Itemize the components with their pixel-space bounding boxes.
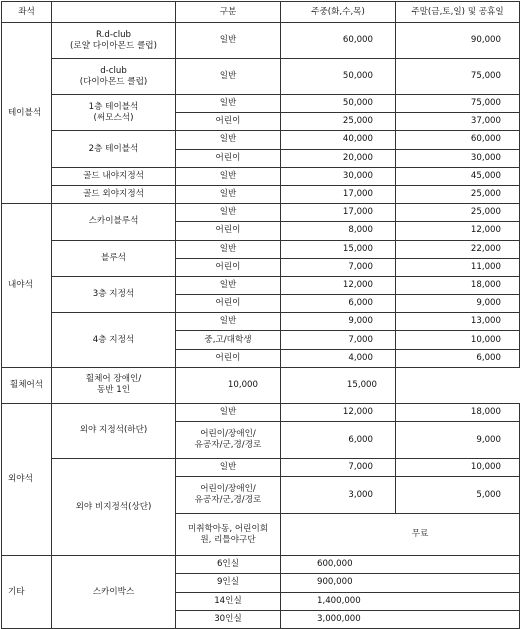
header-type: 구분 [176, 2, 281, 23]
header-weekend: 주말(금,토,일) 및 공휴일 [396, 2, 520, 23]
seat-blue: 블루석 [52, 240, 176, 276]
ticket-type: 일반 [176, 95, 281, 113]
skybox-type: 6인실 [176, 556, 281, 574]
seat-skybox: 스카이박스 [52, 556, 176, 629]
ticket-type: 일반 [176, 185, 281, 203]
skybox-price: 600,000 [281, 556, 520, 574]
table-row [2, 204, 520, 222]
ticket-type: 어린이 [176, 222, 281, 240]
ticket-type [176, 477, 281, 514]
seat-skyblue: 스카이블루석 [52, 204, 176, 240]
seat-wheelchair: 휠체어석 [2, 367, 52, 403]
weekday-price: 7,000 [281, 459, 396, 477]
weekend-price: 18,000 [396, 403, 520, 421]
seat-gold-outfield: 골드 외야지정석 [52, 185, 176, 203]
weekend-price: 15,000 [281, 367, 396, 403]
skybox-price: 1,400,000 [281, 592, 520, 610]
ticket-type: 중,고/대학생 [176, 331, 281, 349]
weekend-price: 10,000 [396, 331, 520, 349]
ticket-type-line: 원, 리틀야구단 [200, 534, 256, 545]
seat-outfield-upper: 외야 비지정석(상단) [52, 459, 176, 556]
seat-3f: 3층 지정석 [52, 276, 176, 312]
seat-2f-table: 2층 테이블석 [52, 131, 176, 167]
weekend-price: 45,000 [396, 167, 520, 185]
ticket-type: 어린이 [176, 113, 281, 131]
ticket-type: 어린이 [176, 258, 281, 276]
category-infield: 내야석 [2, 204, 52, 368]
ticket-type: 일반 [176, 59, 281, 95]
ticket-type: 일반 [176, 204, 281, 222]
ticket-type-line: 어린이/장애인/ [200, 484, 256, 495]
ticket-type: 일반 [176, 276, 281, 294]
weekday-price: 3,000 [281, 477, 396, 514]
ticket-type: 일반 [176, 313, 281, 331]
weekend-price: 75,000 [396, 59, 520, 95]
table-row [2, 167, 520, 185]
table-row [2, 403, 520, 421]
weekday-price: 7,000 [281, 331, 396, 349]
weekend-price: 13,000 [396, 313, 520, 331]
skybox-type: 30인실 [176, 610, 281, 628]
table-row [2, 313, 520, 331]
ticket-type: 일반 [176, 23, 281, 59]
weekday-price: 60,000 [281, 23, 396, 59]
weekend-price: 18,000 [396, 276, 520, 294]
ticket-type: 일반 [176, 167, 281, 185]
seat-subname: (로얄 다이아몬드 클럽) [70, 40, 157, 51]
seat-outfield-lower: 외야 지정석(하단) [52, 403, 176, 458]
weekday-price: 10,000 [176, 367, 281, 403]
ticket-type-line: 어린이/장애인/ [200, 429, 256, 439]
category-table: 테이블석 [2, 23, 52, 204]
weekday-price: 7,000 [281, 258, 396, 276]
ticket-type-line: 미취학아동, 어린이회 [187, 523, 269, 534]
table-row [2, 23, 520, 59]
ticket-type: 일반 [176, 403, 281, 421]
ticket-type-line: 유공자/군,경/경로 [194, 495, 262, 506]
weekend-price: 75,000 [396, 95, 520, 113]
weekday-price: 6,000 [281, 422, 396, 459]
weekday-price: 30,000 [281, 167, 396, 185]
weekend-price: 25,000 [396, 204, 520, 222]
seat-4f: 4층 지정석 [52, 313, 176, 368]
table-row [2, 276, 520, 294]
table-row [2, 459, 520, 477]
ticket-type: 어린이 [176, 349, 281, 367]
ticket-type [52, 367, 176, 403]
weekday-price: 17,000 [281, 185, 396, 203]
weekday-price: 12,000 [281, 403, 396, 421]
table-row [2, 240, 520, 258]
weekend-price: 6,000 [396, 349, 520, 367]
weekend-price: 30,000 [396, 149, 520, 167]
ticket-type: 일반 [176, 240, 281, 258]
weekday-price: 25,000 [281, 113, 396, 131]
table-row [2, 556, 520, 574]
ticket-type: 일반 [176, 131, 281, 149]
ticket-type: 일반 [176, 459, 281, 477]
ticket-type-line: 휠체어 장애인/ [85, 374, 142, 385]
weekend-price: 10,000 [396, 459, 520, 477]
ticket-type-line: 유공자/군,경/경로 [194, 440, 262, 450]
skybox-price: 3,000,000 [281, 610, 520, 628]
header-weekday: 주중(화,수,목) [281, 2, 396, 23]
skybox-type: 9인실 [176, 574, 281, 592]
seat-name: 1층 테이블석 [88, 101, 139, 112]
ticket-type: 어린이 [176, 295, 281, 313]
weekend-price: 9,000 [396, 422, 520, 459]
weekday-price: 20,000 [281, 149, 396, 167]
category-etc: 기타 [2, 556, 52, 629]
seat-1f-table [52, 95, 176, 131]
weekday-price: 12,000 [281, 276, 396, 294]
seat-name: R.d-club [96, 29, 131, 40]
table-row [2, 131, 520, 149]
skybox-type: 14인실 [176, 592, 281, 610]
table-row [2, 95, 520, 113]
table-row [2, 59, 520, 95]
weekday-price: 40,000 [281, 131, 396, 149]
weekend-price: 22,000 [396, 240, 520, 258]
skybox-price: 900,000 [281, 574, 520, 592]
weekday-price: 15,000 [281, 240, 396, 258]
seat-d-club [52, 59, 176, 95]
seat-name: d-club [100, 65, 127, 76]
weekend-price: 90,000 [396, 23, 520, 59]
weekday-price: 6,000 [281, 295, 396, 313]
weekend-price: 9,000 [396, 295, 520, 313]
weekend-price: 37,000 [396, 113, 520, 131]
weekday-price: 50,000 [281, 59, 396, 95]
table-row [2, 185, 520, 203]
ticket-type-line: 동반 1인 [96, 385, 131, 396]
weekend-price: 12,000 [396, 222, 520, 240]
header-row [2, 2, 520, 23]
weekday-price: 8,000 [281, 222, 396, 240]
seat-rd-club [52, 23, 176, 59]
weekend-price: 25,000 [396, 185, 520, 203]
free-price: 무료 [281, 514, 520, 556]
weekday-price: 50,000 [281, 95, 396, 113]
ticket-type [176, 514, 281, 556]
ticket-type: 어린이 [176, 149, 281, 167]
weekday-price: 4,000 [281, 349, 396, 367]
category-outfield: 외야석 [2, 403, 52, 555]
weekend-price: 60,000 [396, 131, 520, 149]
ticket-type [176, 422, 281, 459]
ticket-price-table [1, 1, 520, 629]
header-section [52, 2, 176, 23]
seat-subname: (다이아몬드 클럽) [79, 76, 148, 87]
table-row [2, 367, 520, 403]
seat-subname: (써모스석) [93, 112, 134, 123]
weekday-price: 9,000 [281, 313, 396, 331]
seat-gold-infield: 골드 내야지정석 [52, 167, 176, 185]
weekday-price: 17,000 [281, 204, 396, 222]
weekend-price: 11,000 [396, 258, 520, 276]
header-seat: 좌석 [2, 2, 52, 23]
weekend-price: 5,000 [396, 477, 520, 514]
